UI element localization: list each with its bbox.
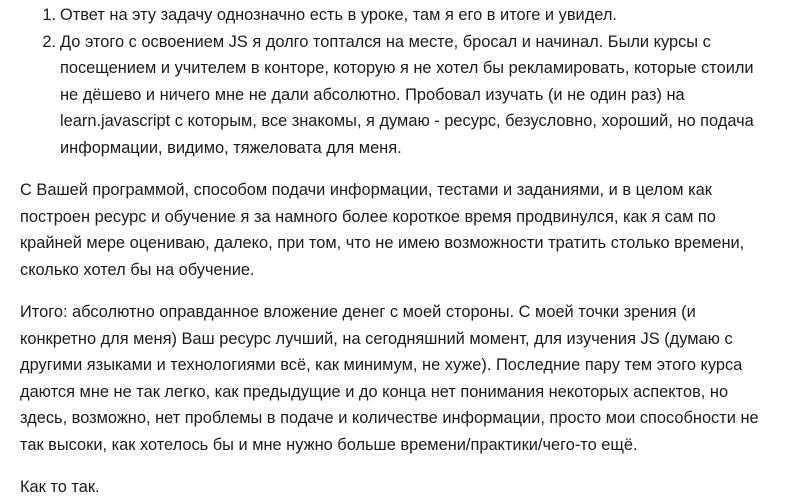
list-marker: 1.	[42, 6, 56, 24]
numbered-list	[20, 2, 772, 161]
list-item-text: До этого с освоением JS я долго топтался на месте, бросал и начинал. Были курсы с посещением и учителем в конторе, которую я не хотел бы рекламировать, которые стоили не дёшево и ничего мне не дали абсолютно. Пробовал изучать (и не один раз) на learn.javascript с которым, все знакомы, я думаю - ресурс, безусловно, хороший, но подача информации, видимо, тяжеловата для меня.	[60, 32, 754, 157]
list-item-text: Ответ на эту задачу однозначно есть в уроке, там я его в итоге и увидел.	[60, 6, 617, 24]
list-item	[42, 29, 772, 162]
paragraph: Как то так.	[20, 478, 100, 496]
list-marker: 2.	[42, 32, 56, 51]
paragraph: С Вашей программой, способом подачи информации, тестами и заданиями, и в целом как построен ресурс и обучение я за намного более короткое время продвинулся, как я сам по крайней мере оцениваю, далеко, при том, что не имею возможности тратить столько времени, сколько хотел бы на обучение.	[20, 181, 745, 279]
paragraph: Итого: абсолютно оправданное вложение денег с моей стороны. С моей точки зрения (и конкретно для меня) Ваш ресурс лучший, на сегодняшний момент, для изучения JS (думаю с другими языками и технологиями всё, как минимум, не хуже). Последние пару тем этого курса даются мне не так легко, как предыдущие и до конца нет понимания некоторых аспектов, но здесь, возможно, нет проблемы в подаче и количестве информации, просто мои способности не так высоки, как хотелось бы и мне нужно больше времени/практики/чего-то ещё.	[20, 303, 759, 454]
list-item	[42, 2, 772, 29]
